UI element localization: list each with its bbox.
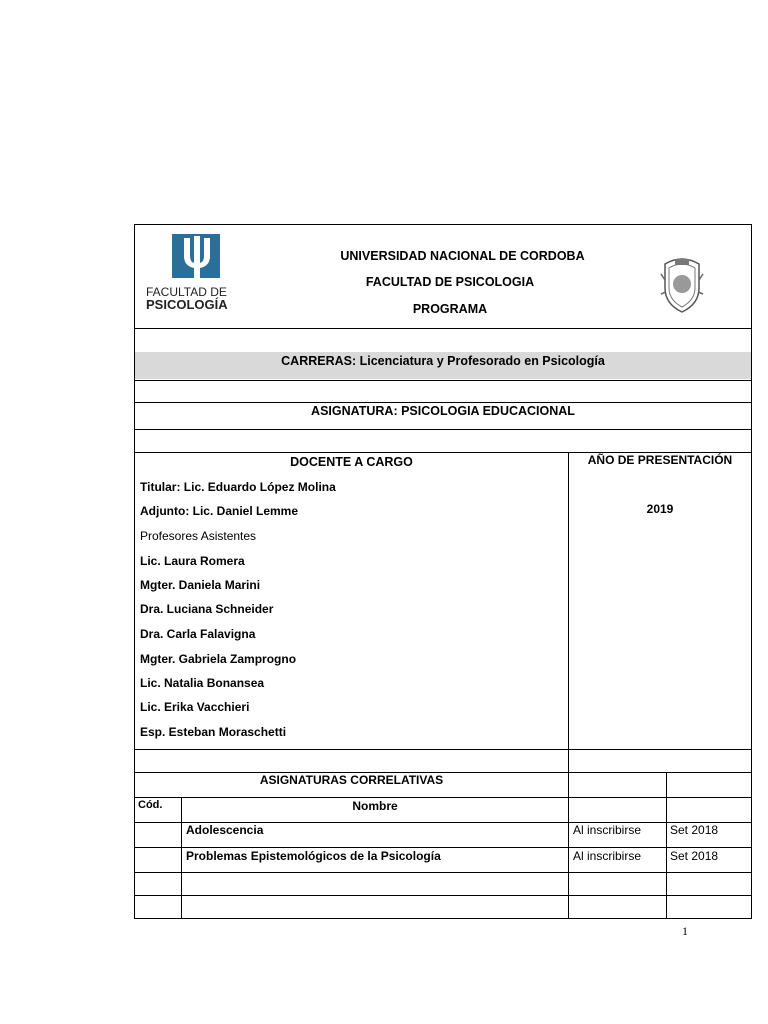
faculty-logo (146, 232, 246, 312)
seal-icon (657, 254, 707, 316)
page-number: 1 (682, 924, 688, 938)
assistant-item: Dra. Luciana Schneider (140, 602, 274, 616)
assistant-item: Lic. Erika Vacchieri (140, 700, 250, 714)
logo-line-1: FACULTAD DE (146, 285, 227, 299)
adjunto: Adjunto: Lic. Daniel Lemme (140, 504, 299, 518)
correlatives-heading: ASIGNATURAS CORRELATIVAS (259, 773, 444, 787)
logo-line-2: PSICOLOGÍA (146, 297, 228, 312)
correlative-date: Set 2018 (670, 849, 719, 863)
assistants-heading: Profesores Asistentes (140, 529, 257, 543)
presentation-heading: AÑO DE PRESENTACIÓN (587, 453, 733, 467)
university-seal (657, 254, 707, 316)
doc-type: PROGRAMA (412, 302, 488, 316)
university-name: UNIVERSIDAD NACIONAL DE CORDOBA (340, 249, 585, 263)
correlative-condition: Al inscribirse (573, 823, 642, 837)
assistant-item: Esp. Esteban Moraschetti (140, 725, 287, 739)
teachers-heading: DOCENTE A CARGO (290, 455, 413, 469)
assistant-item: Mgter. Gabriela Zamprogno (140, 652, 297, 666)
assistant-item: Dra. Carla Falavigna (140, 627, 256, 641)
col-name-header: Nombre (352, 799, 398, 813)
assistant-item: Mgter. Daniela Marini (140, 578, 261, 592)
subject-text: ASIGNATURA: PSICOLOGIA EDUCACIONAL (311, 404, 575, 418)
col-code-header: Cód. (138, 799, 163, 811)
assistant-item: Lic. Natalia Bonansea (140, 676, 265, 690)
correlative-date: Set 2018 (670, 823, 719, 837)
correlative-condition: Al inscribirse (573, 849, 642, 863)
correlative-name: Adolescencia (186, 823, 264, 837)
careers-text: CARRERAS: Licenciatura y Profesorado en Psicología (281, 354, 605, 368)
psi-logo-icon (146, 232, 246, 280)
faculty-name: FACULTAD DE PSICOLOGIA (365, 275, 535, 289)
correlative-name: Problemas Epistemológicos de la Psicología (186, 849, 441, 863)
titular: Titular: Lic. Eduardo López Molina (140, 480, 336, 494)
assistant-item: Lic. Laura Romera (140, 554, 245, 568)
presentation-year: 2019 (646, 502, 674, 516)
